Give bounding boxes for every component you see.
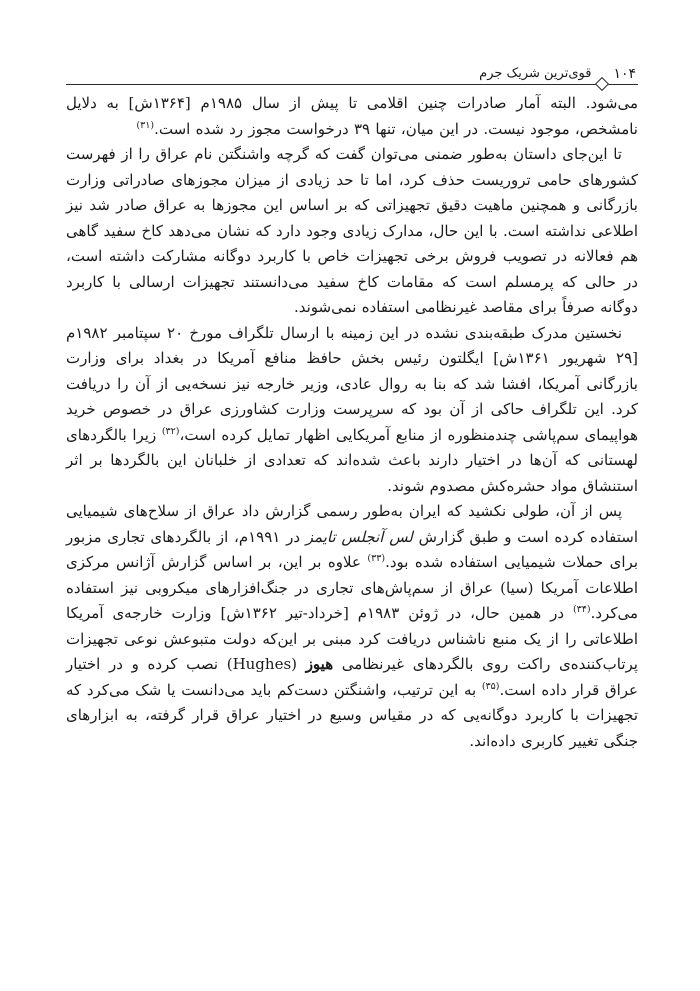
text-run: زیرا بالگردهای لهستانی که آن‌ها در اختیار دارند باعث شده‌اند که تعدادی از خلبانان این بالگردها بر اثر استنشاق مواد حشره‌کش مصدوم شوند. bbox=[66, 425, 638, 495]
running-header bbox=[66, 58, 638, 85]
text-run: پس از آن، طولی نکشید که ایران به‌طور رسمی گزارش داد عراق از سلاح‌های شیمیایی استفاده کرده است و طبق گزارش bbox=[66, 502, 638, 546]
footnote-ref: (۳۵) bbox=[481, 680, 500, 692]
italic-text: لس آنجلس تایمز bbox=[305, 527, 413, 546]
footnote-ref: (۳۱) bbox=[136, 119, 155, 131]
paragraph bbox=[66, 142, 638, 321]
text-run: می‌شود. البته آمار صادرات چنین اقلامی تا پیش از سال ۱۹۸۵م [۱۳۶۴ش] به دلایل نامشخص، موجود نیست. در این میان، تنها ۳۹ درخواست مجوز رد شده است. bbox=[66, 94, 638, 138]
body-text bbox=[66, 91, 638, 754]
footnote-ref: (۳۳) bbox=[367, 553, 386, 564]
footnote-ref: (۳۲) bbox=[161, 425, 180, 437]
footnote-ref: (۳۴) bbox=[572, 604, 591, 615]
text-run: علاوه بر این، بر اساس گزارش آژانس مرکزی اطلاعات آمریکا (سیا) عراق از سم‌پاش‌های تجاری در جنگ‌افزارهای میکروبی نیز استفاده می‌کرد. bbox=[66, 553, 638, 622]
paragraph bbox=[66, 499, 638, 754]
text-run: در ۱۹۹۱م، از بالگردهای تجاری مزبور برای حملات شیمیایی استفاده شده بود. bbox=[66, 527, 638, 571]
text-run: در همین حال، در ژوئن ۱۹۸۳م [خرداد-تیر ۱۳۶۲ش] وزارت خارجه‌ی آمریکا اطلاعاتی را از یک منبع ناشناس دریافت کرد مبنی بر این‌که دولت متبوعش نوعی تجهیزات پرتاب‌کننده‌ی راکت روی بالگردهای غیرنظامی bbox=[66, 604, 638, 673]
running-title: قوی‌ترین شریک جرم bbox=[479, 66, 592, 81]
paragraph bbox=[66, 91, 638, 142]
text-run: نخستین مدرک طبقه‌بندی نشده در این زمینه با ارسال تلگراف مورخ ۲۰ سپتامبر ۱۹۸۲م [۲۹ شهریور ۱۳۶۱ش] ایگلتون رئیس بخش حافظ منافع آمریکا در بغداد برای وزارت بازرگانی آمریکا، افشا شد که بنا به روال عادی، وزیر خارجه نیز نسخه‌یی از آن را دریافت کرد. این تلگراف حاکی از آن بود که سرپرست وزارت کشاورزی عراق در خصوص خرید هواپیمای سم‌پاشی چندمنظوره از منابع آمریکایی اظهار تمایل کرده است، bbox=[66, 323, 638, 444]
page-number: ۱۰۴ bbox=[613, 66, 636, 82]
text-run: (Hughes) نصب کرده و در اختیار عراق قرار داده است. bbox=[66, 655, 638, 699]
text-run: تا این‌جای داستان به‌طور ضمنی می‌توان گفت که گرچه واشنگتن نام عراق را از فهرست کشورهای حامی تروریست حذف کرد، اما تا حد زیادی از میزان مجوزهای صادراتی وزارت بازرگانی و همچنین ماهیت دقیق تجهیزاتی که بر اساس این مجوزها به عراق صادر شد نیز اطلاعی نداشته است. با این حال، مدارک زیادی وجود دارد که نشان می‌دهد کاخ سفید گاهی هم فعالانه در تصویب فروش برخی تجهیزات خاص با کاربرد دوگانه مشارکت داشته است، در حالی که پرمسلم است که مقامات کاخ سفید می‌دانستند تجهیزات ارسالی با کاربرد دوگانه صرفاً برای مقاصد غیرنظامی استفاده نمی‌شوند. bbox=[66, 145, 638, 316]
text-run: به این ترتیب، واشنگتن دست‌کم باید می‌دانست یا شک می‌کرد که تجهیزات با کاربرد دوگانه‌یی که در مقیاس وسیع در اختیار عراق قرار گرفته، به ابزارهای جنگی تغییر کاربری داده‌اند. bbox=[66, 680, 638, 750]
bold-text: هیوز bbox=[305, 655, 334, 673]
paragraph bbox=[66, 321, 638, 500]
book-page bbox=[66, 58, 638, 958]
diamond-ornament-icon bbox=[595, 77, 609, 91]
